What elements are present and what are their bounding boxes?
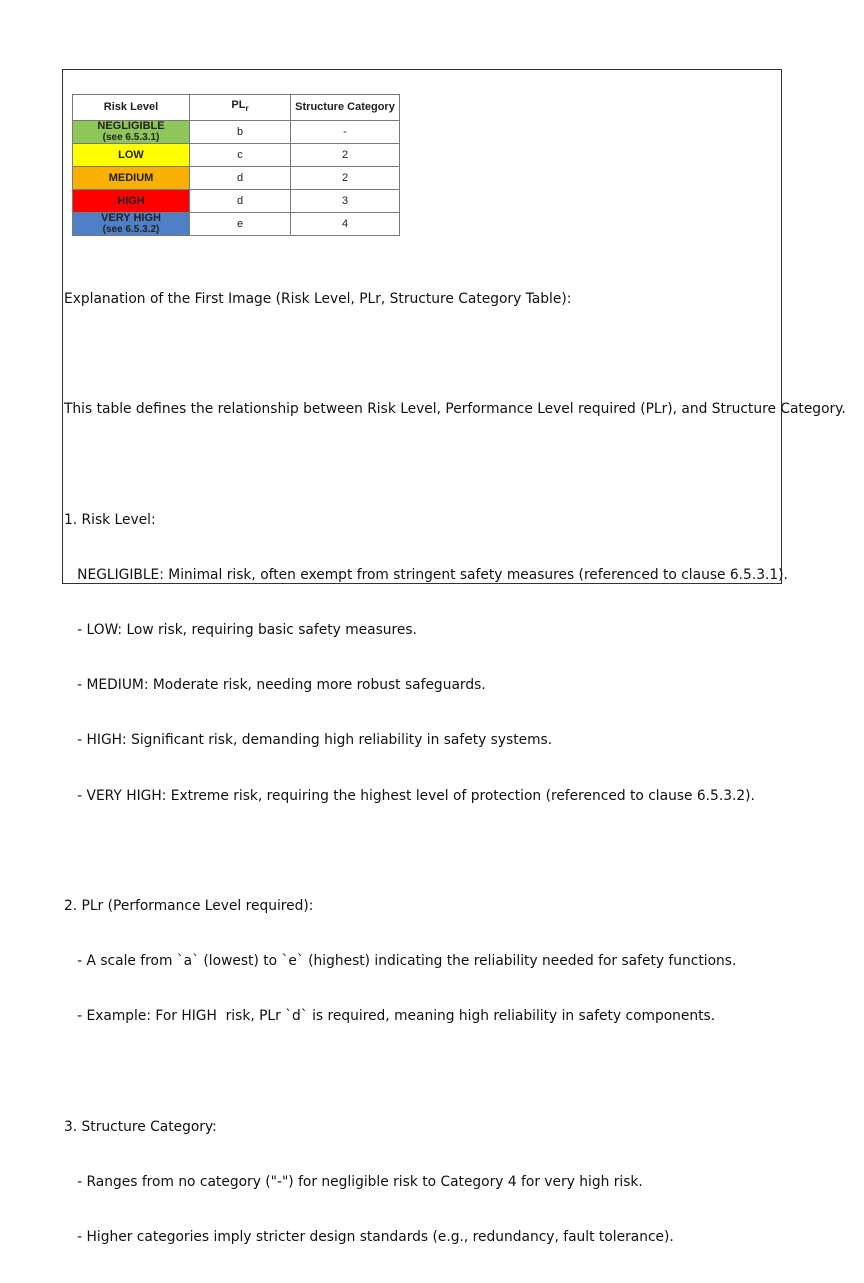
blank-line	[64, 1063, 864, 1081]
blank-line	[64, 842, 864, 860]
table-row	[73, 121, 400, 144]
risk-level-table	[72, 94, 400, 236]
list-item: NEGLIGIBLE: Minimal risk, often exempt from stringent safety measures (referenced to clause 6.5.3.1).	[64, 566, 788, 583]
list-item: - HIGH: Significant risk, demanding high reliability in safety systems.	[64, 732, 553, 749]
intro-paragraph: This table defines the relationship between Risk Level, Performance Level required (PLr), and Structure Category.	[64, 401, 846, 418]
risk-label: NEGLIGIBLE	[97, 120, 165, 132]
header-risk-level: Risk Level	[73, 95, 190, 121]
category-cell: 2	[291, 167, 400, 190]
pl-cell: c	[190, 144, 291, 167]
document-frame	[62, 69, 846, 1246]
pl-cell: e	[190, 213, 291, 236]
pl-cell: d	[190, 190, 291, 213]
header-plr	[190, 95, 291, 121]
list-item: - Higher categories imply stricter design standards (e.g., redundancy, fault tolerance).	[64, 1229, 674, 1246]
risk-sublabel: (see 6.5.3.1)	[102, 132, 160, 143]
table-row	[73, 213, 400, 236]
risk-label: VERY HIGH	[101, 212, 161, 224]
risk-cell-high: HIGH	[73, 190, 190, 213]
category-cell: 3	[291, 190, 400, 213]
explanation-text	[64, 253, 864, 1283]
table-header-row	[73, 95, 400, 121]
table-row	[73, 144, 400, 167]
header-pl-subscript: r	[245, 104, 249, 114]
section-heading-structure-category: 3. Structure Category:	[64, 1118, 217, 1135]
list-item: - A scale from `a` (lowest) to `e` (highest) indicating the reliability needed for safety functions.	[64, 953, 737, 970]
pl-cell: d	[190, 167, 291, 190]
blank-line	[64, 455, 864, 473]
header-structure-category: Structure Category	[291, 95, 400, 121]
pl-cell: b	[190, 121, 291, 144]
section-heading-plr: 2. PLr (Performance Level required):	[64, 898, 314, 915]
list-item: - VERY HIGH: Extreme risk, requiring the highest level of protection (referenced to clause 6.5.3.2).	[64, 787, 755, 804]
table-row	[73, 190, 400, 213]
risk-cell-medium: MEDIUM	[73, 167, 190, 190]
risk-cell-very-high	[73, 213, 190, 236]
section-heading-risk-level: 1. Risk Level:	[64, 511, 156, 528]
category-cell: 4	[291, 213, 400, 236]
category-cell: 2	[291, 144, 400, 167]
header-pl-text: PL	[231, 99, 246, 112]
explanation-title: Explanation of the First Image (Risk Level, PLr, Structure Category Table):	[64, 290, 572, 307]
risk-cell-negligible	[73, 121, 190, 144]
list-item: - Ranges from no category ("-") for negligible risk to Category 4 for very high risk.	[64, 1174, 643, 1191]
table-row	[73, 167, 400, 190]
risk-cell-low: LOW	[73, 144, 190, 167]
list-item: - LOW: Low risk, requiring basic safety measures.	[64, 622, 417, 639]
risk-sublabel: (see 6.5.3.2)	[102, 224, 160, 235]
blank-line	[64, 345, 864, 363]
list-item: - MEDIUM: Moderate risk, needing more robust safeguards.	[64, 677, 486, 694]
list-item: - Example: For HIGH risk, PLr `d` is required, meaning high reliability in safety components.	[64, 1008, 716, 1025]
category-cell: -	[291, 121, 400, 144]
